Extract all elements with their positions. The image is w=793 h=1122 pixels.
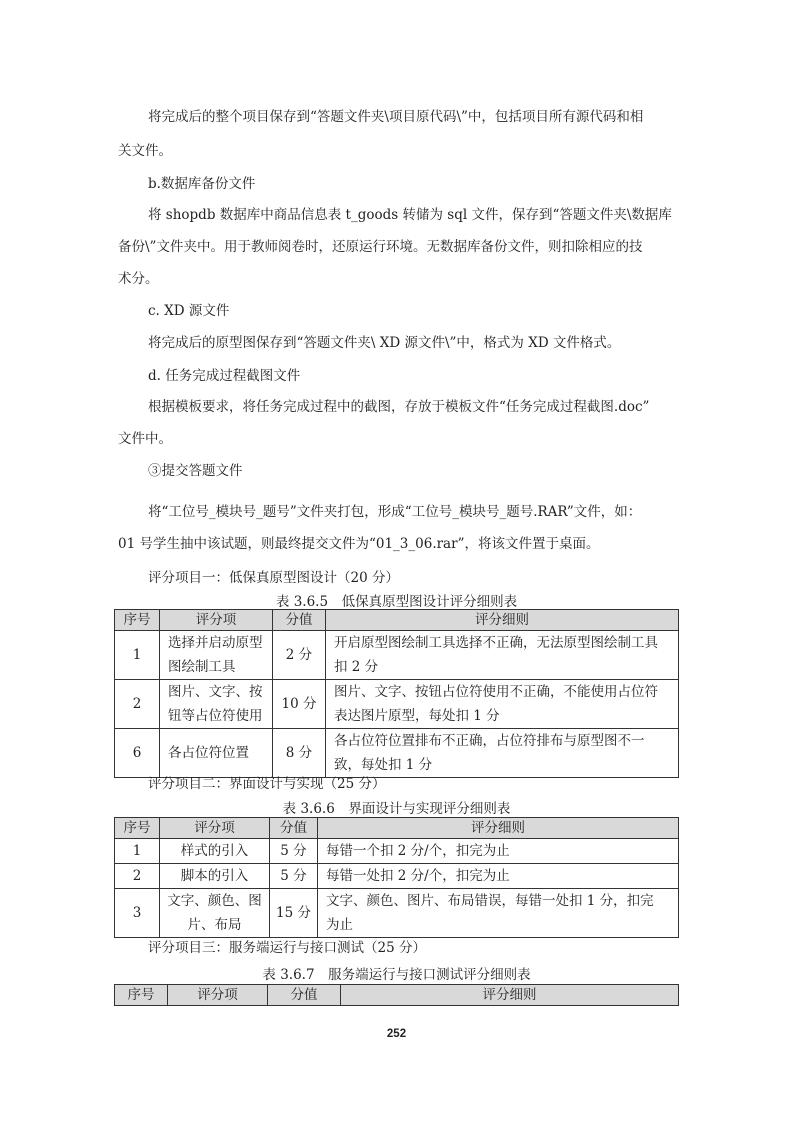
table-row (115, 631, 679, 680)
cell-detail: 图片、文字、按钮占位符使用不正确，不能使用占位符 表达图片原型，每处扣 1 分 (326, 680, 679, 729)
cell-detail: 每错一个扣 2 分/个，扣完为止 (318, 839, 679, 864)
cell-no: 1 (115, 631, 160, 680)
cell-detail: 每错一处扣 2 分/个，扣完为止 (318, 864, 679, 889)
cell-score: 15 分 (270, 889, 318, 938)
header-score: 分值 (268, 985, 341, 1006)
cell-item: 各占位符位置 (160, 729, 273, 778)
header-no: 序号 (115, 610, 160, 631)
cell-detail: 各占位符位置排布不正确，占位符排布与原型图不一 致，每处扣 1 分 (326, 729, 679, 778)
header-score: 分值 (273, 610, 326, 631)
paragraph-line: 将“工位号_模块号_题号”文件夹打包，形成“工位号_模块号_题号.RAR”文件，如： (148, 504, 642, 520)
cell-no: 2 (115, 680, 160, 729)
page-number: 252 (386, 1028, 407, 1040)
table-caption: 表 3.6.6 界面设计与实现评分细则表 (282, 801, 511, 817)
paragraph-line: 文件中。 (118, 431, 172, 447)
cell-no: 6 (115, 729, 160, 778)
section-heading: 评分项目三：服务端运行与接口测试（25 分） (148, 940, 426, 956)
scoring-table-1 (114, 609, 679, 778)
subheading-c: c. XD 源文件 (148, 303, 230, 319)
table-row (115, 889, 679, 938)
table-row (115, 729, 679, 778)
header-score: 分值 (270, 818, 318, 839)
cell-score: 2 分 (273, 631, 326, 680)
paragraph-line: 术分。 (118, 271, 159, 287)
cell-detail: 文字、颜色、图片、布局错误，每错一处扣 1 分，扣完 为止 (318, 889, 679, 938)
scoring-table-2 (114, 817, 679, 938)
scoring-table-3 (114, 984, 679, 1006)
cell-no: 2 (115, 864, 160, 889)
table-header-row (115, 610, 679, 631)
cell-score: 5 分 (270, 864, 318, 889)
paragraph-line: 将完成后的原型图保存到“答题文件夹\ XD 源文件\”中，格式为 XD 文件格式。 (148, 335, 621, 351)
cell-score: 5 分 (270, 839, 318, 864)
cell-score: 10 分 (273, 680, 326, 729)
header-detail: 评分细则 (326, 610, 679, 631)
subheading-submit: ③提交答题文件 (148, 463, 243, 479)
section-heading: 评分项目二：界面设计与实现（25 分） (148, 776, 386, 792)
table-caption: 表 3.6.5 低保真原型图设计评分细则表 (275, 594, 518, 610)
table-caption: 表 3.6.7 服务端运行与接口测试评分细则表 (262, 967, 531, 983)
table-row (115, 864, 679, 889)
header-no: 序号 (115, 818, 160, 839)
table-row (115, 839, 679, 864)
cell-item: 图片、文字、按 钮等占位符使用 (160, 680, 273, 729)
table-header-row (115, 818, 679, 839)
cell-score: 8 分 (273, 729, 326, 778)
paragraph-line: 根据模板要求，将任务完成过程中的截图，存放于模板文件“任务完成过程截图.doc” (148, 399, 650, 415)
paragraph-line: 关文件。 (118, 143, 172, 159)
header-item: 评分项 (168, 985, 268, 1006)
cell-no: 3 (115, 889, 160, 938)
cell-detail: 开启原型图绘制工具选择不正确，无法原型图绘制工具 扣 2 分 (326, 631, 679, 680)
header-item: 评分项 (160, 610, 273, 631)
subheading-d: d. 任务完成过程截图文件 (148, 368, 301, 384)
header-item: 评分项 (160, 818, 270, 839)
paragraph-line: 将完成后的整个项目保存到“答题文件夹\项目原代码\”中，包括项目所有源代码和相 (148, 109, 644, 125)
cell-item: 样式的引入 (160, 839, 270, 864)
cell-item: 文字、颜色、图 片、布局 (160, 889, 270, 938)
header-detail: 评分细则 (318, 818, 679, 839)
subheading-b: b.数据库备份文件 (148, 176, 256, 192)
table-header-row (115, 985, 679, 1006)
paragraph-line: 将 shopdb 数据库中商品信息表 t_goods 转储为 sql 文件，保存到“答题文件夹\数据库 (148, 207, 672, 223)
header-no: 序号 (115, 985, 168, 1006)
section-heading: 评分项目一：低保真原型图设计（20 分） (148, 570, 399, 586)
cell-item: 脚本的引入 (160, 864, 270, 889)
header-detail: 评分细则 (341, 985, 679, 1006)
cell-item: 选择并启动原型 图绘制工具 (160, 631, 273, 680)
paragraph-line: 01 号学生抽中该试题，则最终提交文件为“01_3_06.rar”，将该文件置于桌面。 (118, 536, 600, 552)
table-row (115, 680, 679, 729)
paragraph-line: 备份\”文件夹中。用于教师阅卷时，还原运行环境。无数据库备份文件，则扣除相应的技 (118, 239, 643, 255)
cell-no: 1 (115, 839, 160, 864)
